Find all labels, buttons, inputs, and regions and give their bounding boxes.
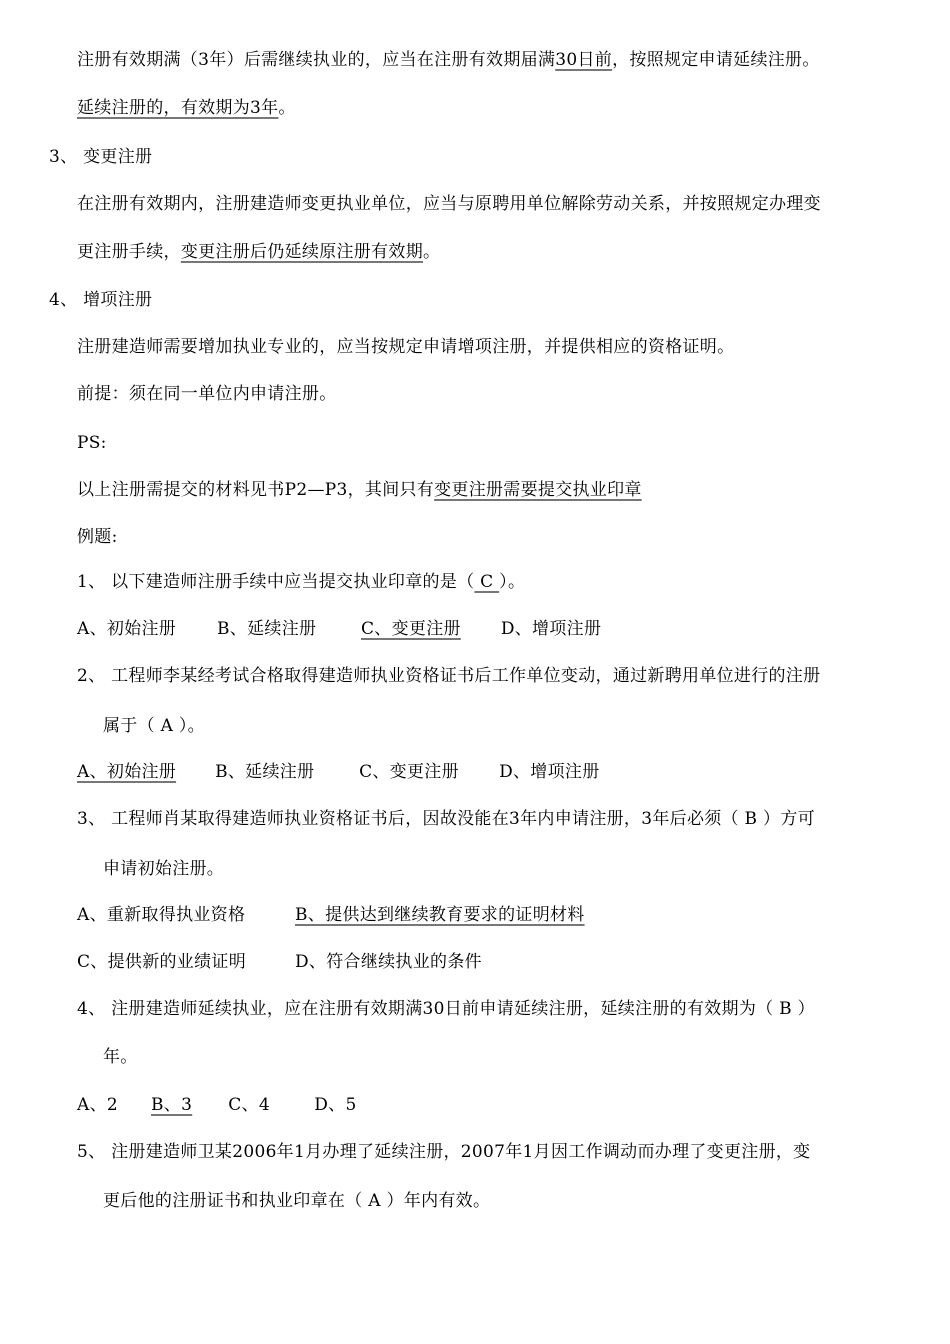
question-2-stem-line1: 2、 工程师李某经考试合格取得建造师执业资格证书后工作单位变动，通过新聘用单位进行的注册 — [77, 666, 821, 686]
option-c: C、变更注册 — [359, 762, 459, 782]
answer-text: C — [474, 572, 500, 592]
question-2-options — [77, 761, 600, 783]
underlined-text: 变更注册需要提交执业印章 — [434, 480, 642, 500]
option-b: B、延续注册 — [215, 762, 315, 782]
section3-text-line2 — [77, 241, 440, 263]
paragraph-renewal-line2 — [77, 97, 296, 119]
option-c: C、4 — [228, 1095, 270, 1115]
option-d: D、符合继续执业的条件 — [295, 952, 482, 972]
text: 注册有效期满（3年）后需继续执业的，应当在注册有效期届满 — [77, 50, 556, 70]
ps-label: PS: — [77, 433, 107, 453]
option-c: C、提供新的业绩证明 — [77, 952, 247, 972]
text: 。 — [278, 98, 296, 118]
question-5-stem-line2: 更后他的注册证书和执业印章在（ A ）年内有效。 — [103, 1191, 491, 1211]
option-b: B、延续注册 — [217, 619, 317, 639]
text: ，按照规定申请延续注册。 — [612, 50, 820, 70]
question-1-options — [77, 618, 601, 640]
underlined-text: 30日前 — [555, 50, 613, 70]
option-b-correct: B、3 — [151, 1095, 193, 1115]
question-3-stem-line1: 3、 工程师肖某取得建造师执业资格证书后，因故没能在3年内申请注册，3年后必须（ B ）方可 — [77, 809, 815, 829]
option-a: A、2 — [77, 1095, 118, 1115]
question-4-stem-line2: 年。 — [103, 1047, 138, 1067]
question-5-stem-line1: 5、 注册建造师卫某2006年1月办理了延续注册，2007年1月因工作调动而办理了变更注册，变 — [77, 1142, 811, 1162]
option-a: A、初始注册 — [77, 619, 177, 639]
text: 1、 以下建造师注册手续中应当提交执业印章的是（ — [77, 572, 475, 592]
text: ）。 — [499, 572, 526, 592]
ps-text — [77, 479, 642, 501]
option-d: D、增项注册 — [500, 619, 602, 639]
question-1-stem — [77, 571, 525, 593]
option-d: D、5 — [314, 1095, 357, 1115]
option-b-correct: B、提供达到继续教育要求的证明材料 — [295, 905, 585, 925]
section-heading-change-registration: 3、 变更注册 — [49, 147, 153, 167]
underlined-text: 延续注册的，有效期为3年 — [77, 98, 279, 118]
paragraph-renewal-line1 — [77, 49, 820, 71]
option-a-correct: A、初始注册 — [77, 762, 177, 782]
question-3-stem-line2: 申请初始注册。 — [103, 859, 225, 879]
question-3-options-row2 — [77, 951, 482, 973]
option-c-correct: C、变更注册 — [361, 619, 461, 639]
text: 。 — [423, 242, 441, 262]
text: 以上注册需提交的材料见书P2—P3，其间只有 — [77, 480, 435, 500]
option-a: A、重新取得执业资格 — [77, 905, 246, 925]
text: 更注册手续， — [77, 242, 181, 262]
question-4-stem-line1: 4、 注册建造师延续执业，应在注册有效期满30日前申请延续注册，延续注册的有效期为（ B ） — [77, 999, 815, 1019]
question-3-options-row1 — [77, 904, 585, 926]
section4-text-line1: 注册建造师需要增加执业专业的，应当按规定申请增项注册，并提供相应的资格证明。 — [77, 337, 735, 357]
section3-text-line1: 在注册有效期内，注册建造师变更执业单位，应当与原聘用单位解除劳动关系，并按照规定办理变 — [77, 194, 821, 214]
question-2-stem-line2: 属于（ A ）。 — [103, 716, 205, 736]
question-4-options — [77, 1094, 357, 1116]
section-heading-add-registration: 4、 增项注册 — [49, 290, 153, 310]
option-d: D、增项注册 — [499, 762, 600, 782]
underlined-text: 变更注册后仍延续原注册有效期 — [180, 242, 424, 262]
section4-text-line2: 前提：须在同一单位内申请注册。 — [77, 384, 337, 404]
examples-label: 例题: — [77, 527, 118, 547]
